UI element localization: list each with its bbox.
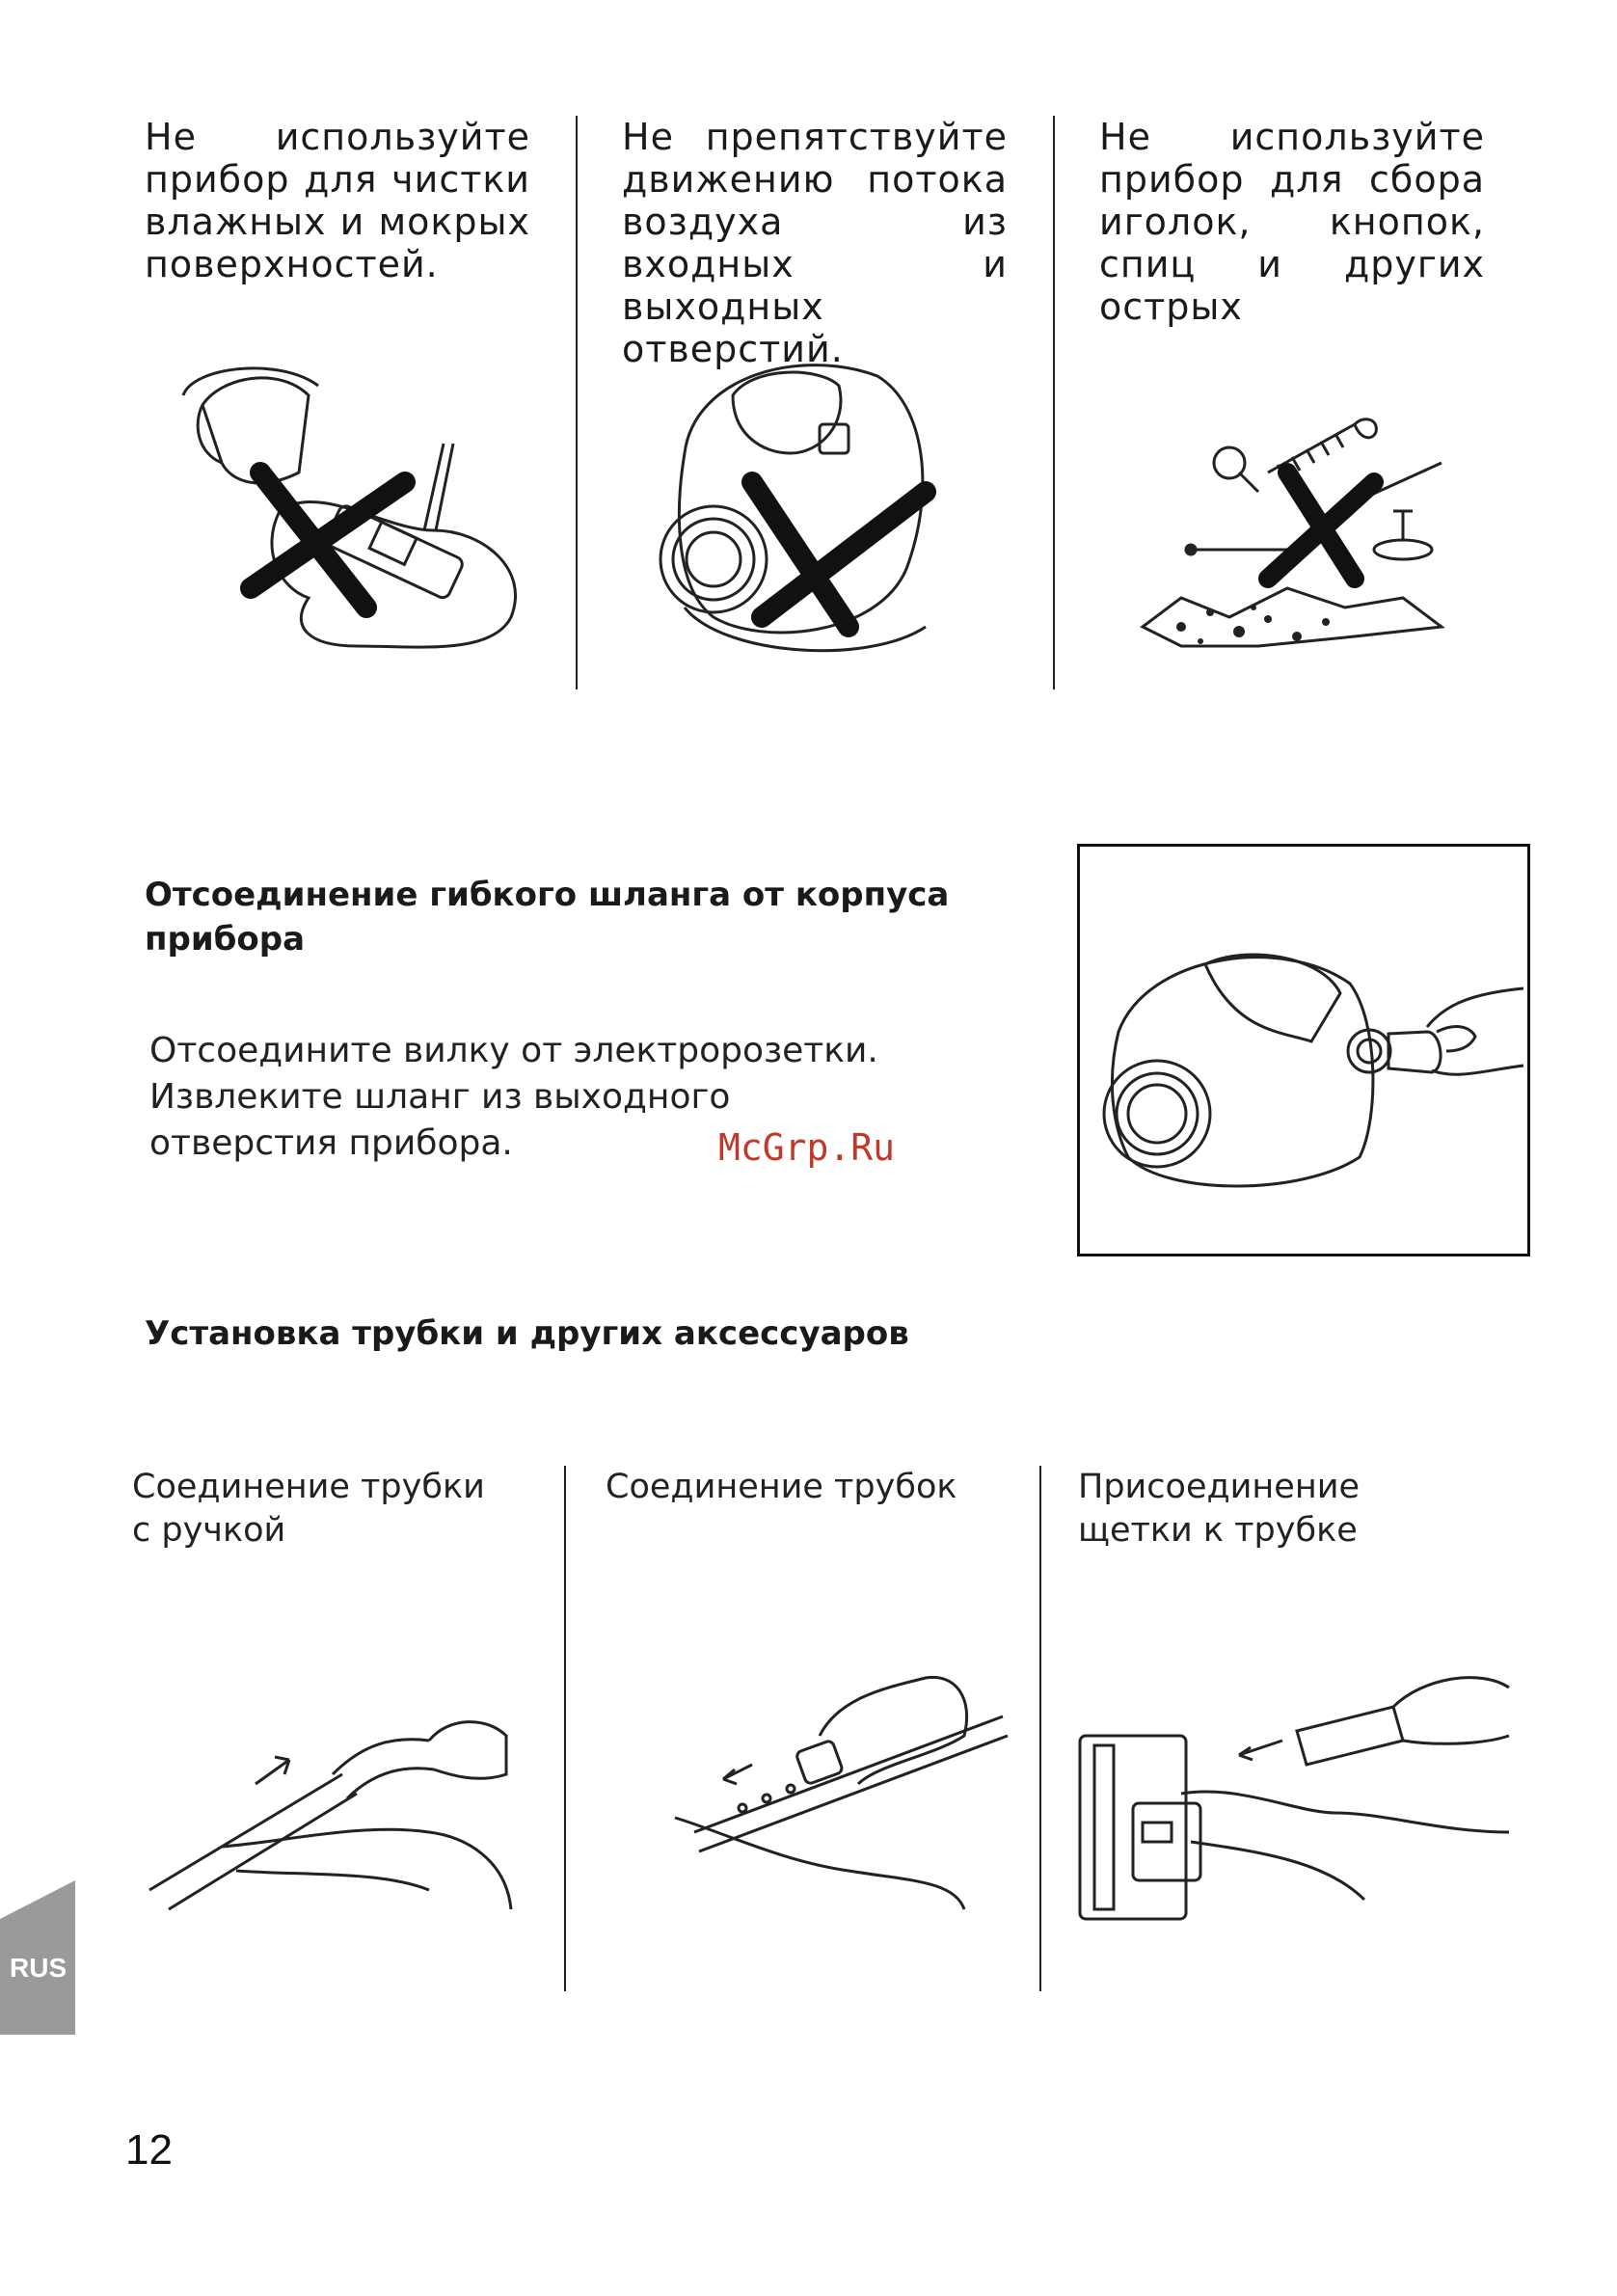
hose-instruction-line3: отверстия прибора. xyxy=(149,1123,513,1163)
nozzle-handle xyxy=(424,444,453,530)
step-pipe-to-handle xyxy=(132,1466,537,1553)
warning-sharp-objects: Не используйте прибор для сбора иголок, кнопок, спиц и других острых xyxy=(1099,116,1485,328)
sharp-objects-illustration xyxy=(1123,405,1470,665)
warning-airflow: Не препятствуйте движению потока воздуха из входных и выходных отверстий. xyxy=(622,116,1008,370)
pushpin-icon xyxy=(1374,540,1432,559)
hand-icon xyxy=(1181,1792,1509,1900)
language-tab-label: RUS xyxy=(10,1953,67,1983)
vacuum-body xyxy=(1112,958,1373,1186)
column-divider xyxy=(1053,116,1055,689)
cross-mark xyxy=(762,492,926,617)
hose-instruction-line2: Извлеките шланг из выходного xyxy=(149,1077,731,1117)
arrow-icon xyxy=(723,1765,752,1784)
column-divider xyxy=(564,1466,566,1991)
pipe-handle-illustration xyxy=(140,1678,526,1919)
step-line1: Соединение трубок xyxy=(606,1468,957,1506)
hand-icon xyxy=(1427,988,1523,1074)
arrow-icon xyxy=(256,1757,289,1784)
vacuum-wheel xyxy=(1104,1061,1210,1167)
step-pipes-together xyxy=(606,1466,1011,1509)
vacuum-wheel xyxy=(660,506,767,612)
step-brush-to-pipe xyxy=(1078,1466,1483,1553)
hand-icon xyxy=(1393,1678,1509,1744)
column-divider xyxy=(1039,1466,1041,1991)
brush-pipe-illustration xyxy=(1075,1668,1519,1929)
hose-section-heading xyxy=(145,873,1012,961)
pipe xyxy=(1297,1707,1403,1765)
handle-curve xyxy=(333,1740,434,1798)
wet-floor-illustration xyxy=(164,366,550,675)
hose-fitting xyxy=(1388,1032,1441,1072)
hose-heading-line2: прибора xyxy=(145,920,306,959)
hose-instruction-line1: Отсоедините вилку от электророзетки. xyxy=(149,1031,878,1070)
cross-mark xyxy=(1268,482,1374,579)
step-line2: щетки к трубке xyxy=(1078,1511,1358,1550)
watermark: McGrp.Ru xyxy=(718,1126,896,1169)
warning-wet-surfaces: Не используйте прибор для чистки влажных и мокрых поверхностей. xyxy=(145,116,530,285)
step-line1: Соединение трубки xyxy=(132,1468,485,1506)
pipes-join-illustration xyxy=(665,1639,1032,1929)
hand-icon xyxy=(675,1818,964,1909)
vacuum-airflow-illustration xyxy=(646,347,955,675)
step-line2: с ручкой xyxy=(132,1511,286,1550)
pipe xyxy=(149,1774,357,1909)
hand-icon xyxy=(222,1829,511,1909)
hose-removal-illustration xyxy=(1090,926,1523,1225)
page-number: 12 xyxy=(125,2126,173,2174)
hose-heading-line1: Отсоединение гибкого шланга от корпуса xyxy=(145,876,950,914)
assembly-section-heading: Установка трубки и других аксессуаров xyxy=(145,1314,909,1353)
column-divider xyxy=(576,116,578,689)
arrow-icon xyxy=(1239,1741,1282,1760)
step-line1: Присоединение xyxy=(1078,1468,1360,1506)
